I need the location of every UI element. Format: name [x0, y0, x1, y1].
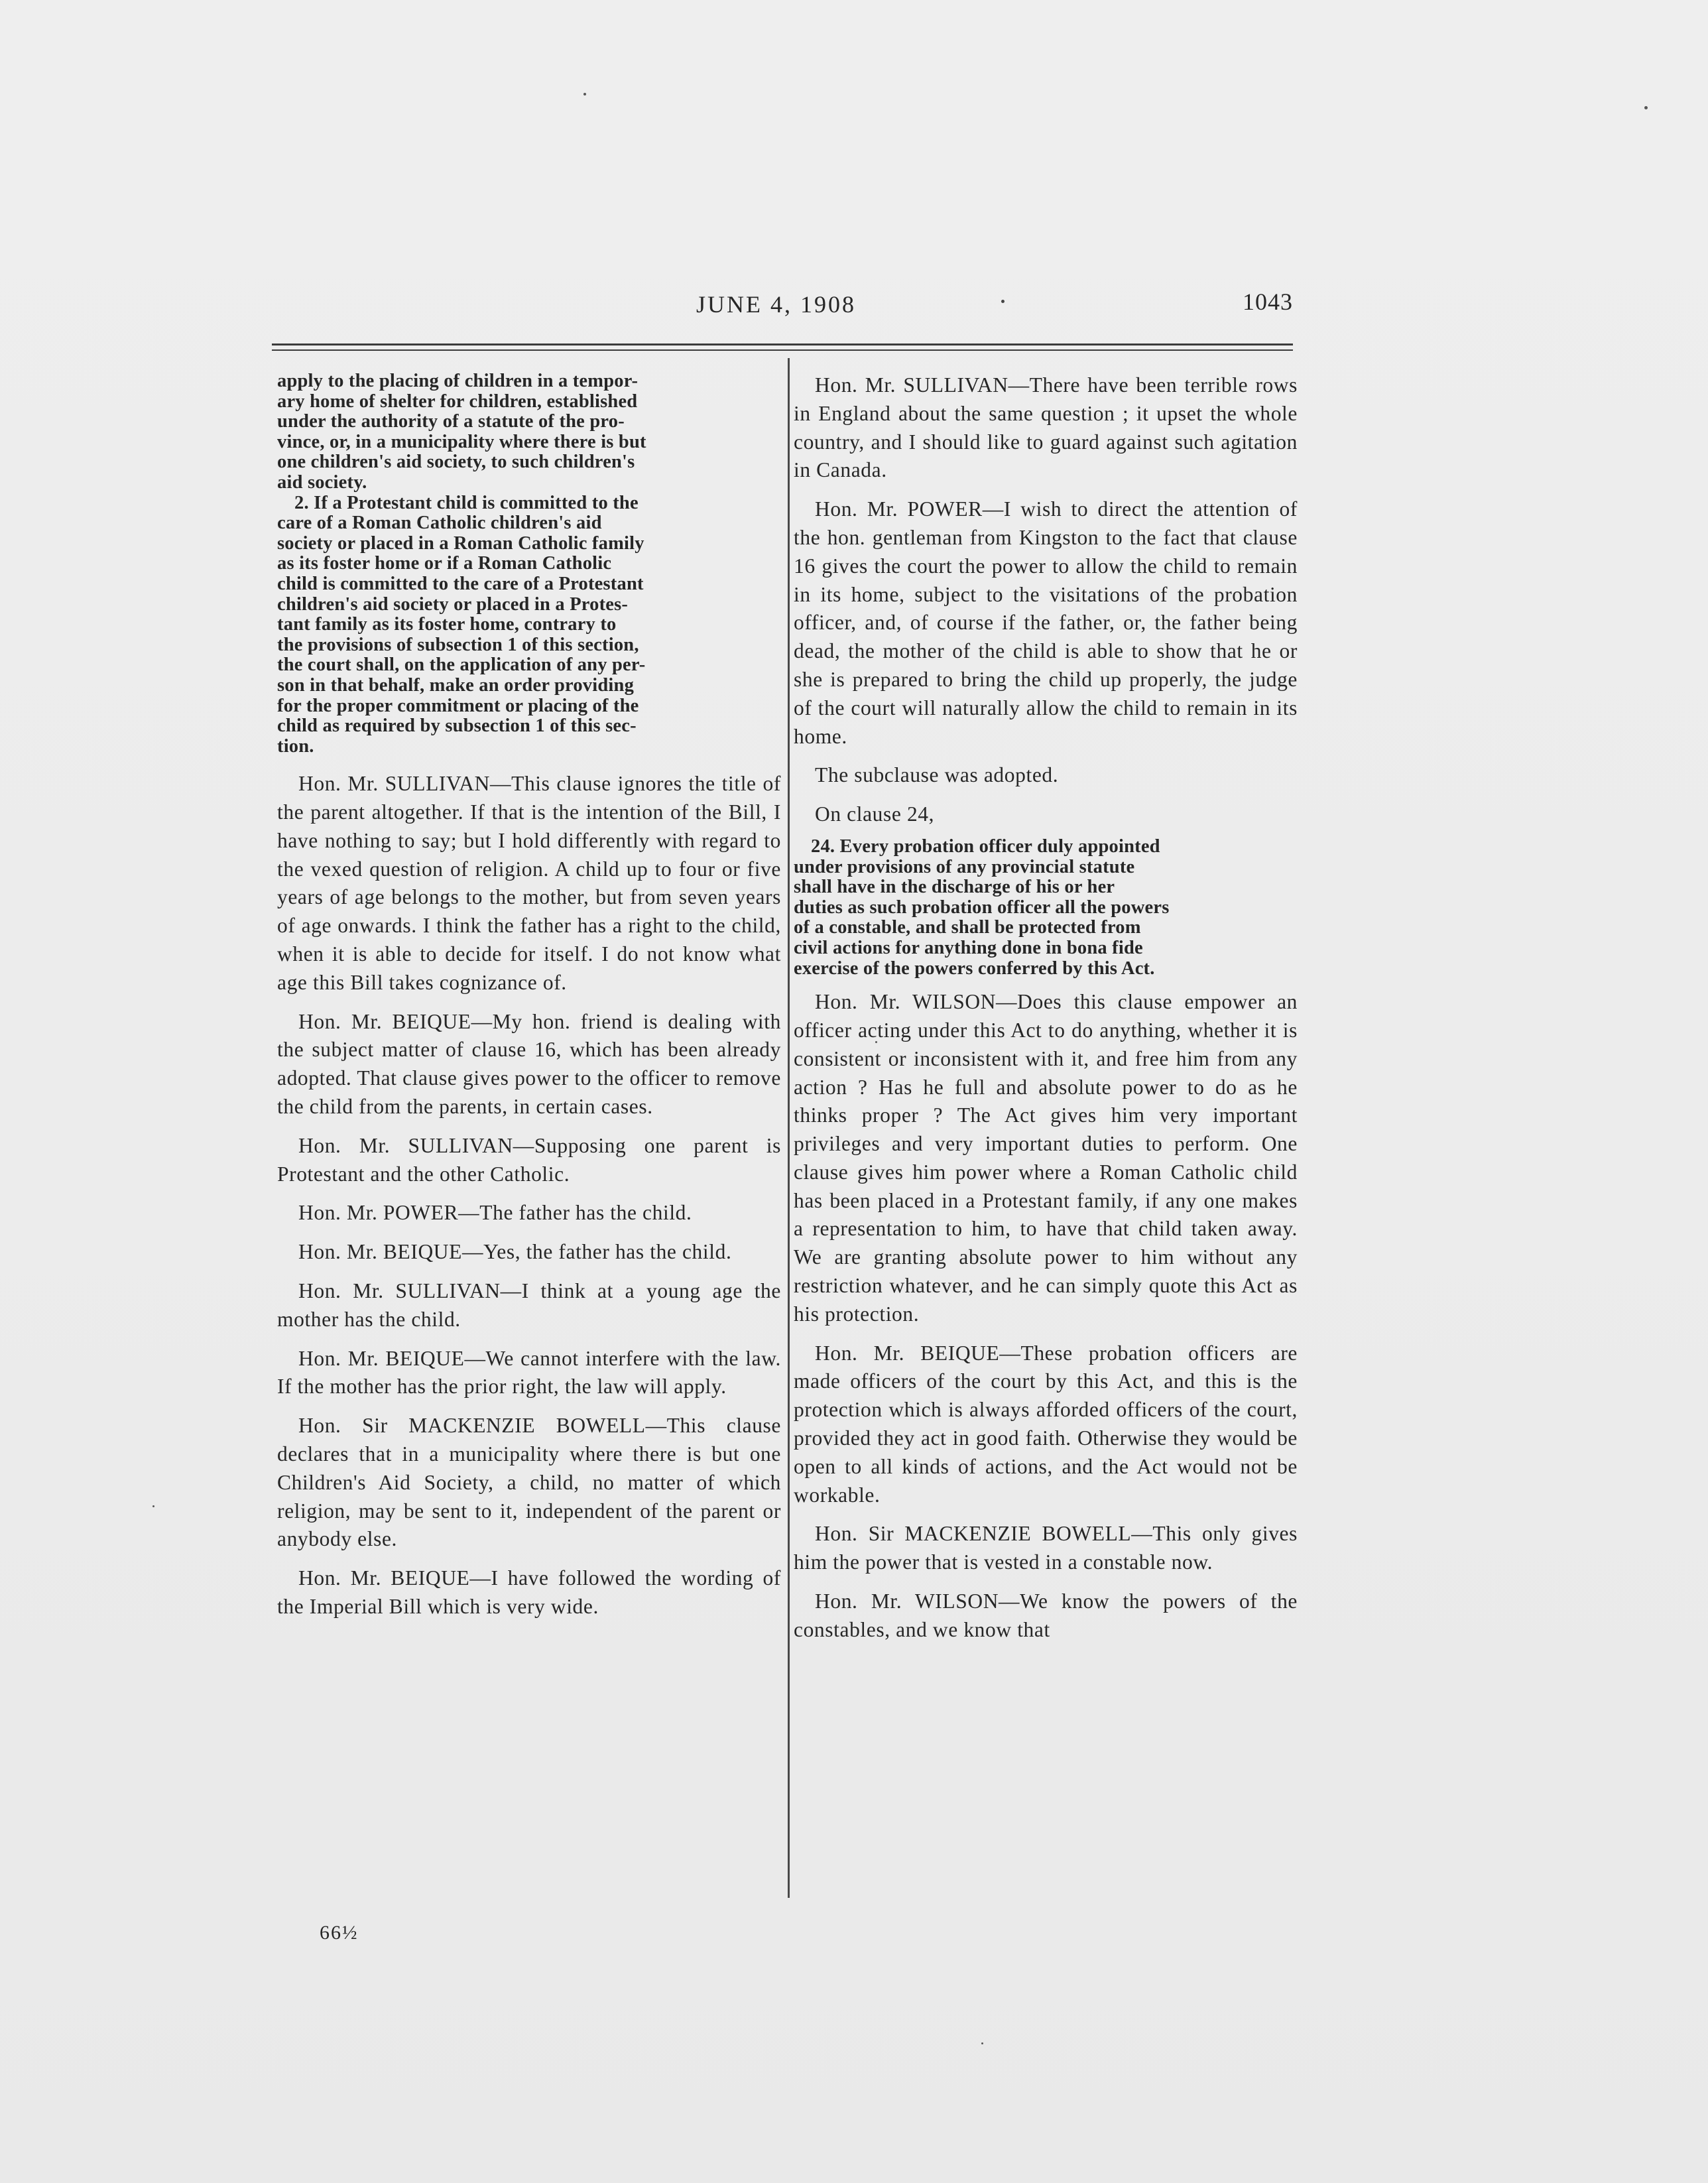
statute-line: vince, or, in a municipality where there is but	[277, 431, 646, 452]
statute-line: 24. Every probation officer duly appointed	[811, 836, 1160, 857]
statute-line: duties as such probation officer all the powers	[794, 897, 1170, 918]
statute-line: as its foster home or if a Roman Catholic	[277, 553, 612, 574]
procedural-note: On clause 24,	[815, 802, 935, 826]
speech-paragraph: Hon. Mr. SULLIVAN—There have been terrible rows in England about the same question ; it upset the whole country, and I should like to guard against such agitation in Canada.	[794, 373, 1298, 482]
header-rule-top	[272, 343, 1293, 345]
statute-line: son in that behalf, make an order providing	[277, 674, 635, 696]
statute-line: child as required by subsection 1 of this sec-	[277, 716, 637, 737]
speech-paragraph: Hon. Sir MACKENZIE BOWELL—This clause declares that in a municipality where there is but one Children's Aid Society, a child, no matter of which religion, may be sent to it, independent of the parent or anybody else.	[277, 1414, 781, 1551]
statute-excerpt	[277, 371, 781, 757]
column-divider	[788, 358, 790, 1898]
statute-line: aid society.	[277, 471, 367, 493]
speech-paragraph: Hon. Mr. BEIQUE—Yes, the father has the child.	[298, 1240, 732, 1264]
right-column	[794, 371, 1298, 1655]
statute-line: exercise of the powers conferred by this Act.	[794, 958, 1155, 979]
speech-paragraph: Hon. Mr. BEIQUE—I have followed the wording of the Imperial Bill which is very wide.	[277, 1566, 781, 1618]
speech-paragraph: Hon. Mr. POWER—The father has the child.	[298, 1201, 692, 1225]
page-number: 1043	[1243, 288, 1293, 315]
speech-paragraph: Hon. Mr. SULLIVAN—Supposing one parent is Protestant and the other Catholic.	[277, 1133, 781, 1186]
statute-line: tion.	[277, 735, 314, 757]
scan-speck	[152, 1505, 154, 1507]
speech-paragraph: Hon. Mr. BEIQUE—My hon. friend is dealing with the subject matter of clause 16, which has been already adopted. That clause gives power to the officer to remove the child from the parents, in certain cases.	[277, 1009, 781, 1119]
running-title: JUNE 4, 1908	[696, 291, 856, 318]
statute-excerpt	[794, 837, 1298, 979]
scan-speck	[981, 2042, 983, 2044]
speech-paragraph: Hon. Mr. WILSON—We know the powers of the constables, and we know that	[794, 1590, 1298, 1641]
procedural-note: The subclause was adopted.	[815, 763, 1059, 787]
header-dot	[1001, 300, 1005, 303]
statute-line: children's aid society or placed in a Protes-	[277, 593, 629, 615]
statute-line: 2. If a Protestant child is committed to the	[294, 492, 639, 513]
page-header	[272, 285, 1293, 325]
header-rule-bottom	[272, 349, 1293, 351]
speech-paragraph: Hon. Mr. WILSON—Does this clause empower an officer acting under this Act to do anything, whether it is consistent or inconsistent with it, and free him from any action ? Has he full and absolute power to do as he thinks proper ? The Act gives him very important privileges and very important duties to perform. One clause gives him power where a Roman Catholic child has been placed in a Protestant family, if any one makes a representation to him, to have that child taken away. We are granting absolute power to him without any restriction whatever, and he can simply quote this Act as his protection.	[794, 990, 1298, 1326]
statute-line: one children's aid society, to such children's	[277, 452, 635, 473]
statute-line: shall have in the discharge of his or her	[794, 877, 1115, 898]
scan-speck	[1644, 106, 1648, 109]
statute-line: the provisions of subsection 1 of this section,	[277, 634, 639, 655]
statute-line: for the proper commitment or placing of the	[277, 695, 639, 716]
speech-paragraph: Hon. Sir MACKENZIE BOWELL—This only gives him the power that is vested in a constable now.	[794, 1522, 1298, 1574]
statute-line: care of a Roman Catholic children's aid	[277, 513, 602, 534]
statute-line: of a constable, and shall be protected from	[794, 917, 1141, 938]
statute-line: society or placed in a Roman Catholic family	[277, 532, 644, 554]
statute-line: ary home of shelter for children, established	[277, 391, 638, 412]
statute-line: civil actions for anything done in bona fide	[794, 937, 1143, 958]
statute-line: child is committed to the care of a Protestant	[277, 573, 644, 594]
statute-line: under provisions of any provincial statute	[794, 856, 1135, 877]
statute-line: tant family as its foster home, contrary to	[277, 614, 617, 635]
scan-speck	[583, 93, 586, 95]
speech-paragraph: Hon. Mr. SULLIVAN—I think at a young age the mother has the child.	[277, 1279, 781, 1331]
statute-line: apply to the placing of children in a tempor-	[277, 371, 639, 391]
statute-line: the court shall, on the application of any per-	[277, 655, 646, 676]
speech-paragraph: Hon. Mr. BEIQUE—These probation officers are made officers of the court by this Act, and this is the protection which is always afforded officers of the court, provided they act in good faith. Otherwise they would be open to all kinds of actions, and the Act would not be workable.	[794, 1341, 1298, 1507]
left-column	[277, 371, 781, 1632]
speech-paragraph: Hon. Mr. SULLIVAN—This clause ignores the title of the parent altogether. If that is the intention of the Bill, I have nothing to say; but I hold differently with regard to the vexed question of religion. A child up to four or five years of age belongs to the mother, but from seven years of age onwards. I think the father has a right to the child, when it is able to decide for itself. I do not know what age this Bill takes cognizance of.	[277, 772, 781, 994]
speech-paragraph: Hon. Mr. POWER—I wish to direct the attention of the hon. gentleman from Kingston to the fact that clause 16 gives the court the power to allow the child to remain in its home, subject to the visitations of the probation officer, and, of course if the father, or, the father being dead, the mother of the child is able to show that he or she is prepared to bring the child up properly, the judge of the court will naturally allow the child to remain in its home.	[794, 497, 1298, 748]
speech-paragraph: Hon. Mr. BEIQUE—We cannot interfere with the law. If the mother has the prior right, the law will apply.	[277, 1346, 781, 1399]
statute-line: under the authority of a statute of the pro-	[277, 411, 625, 432]
signature-mark: 66½	[320, 1922, 359, 1944]
